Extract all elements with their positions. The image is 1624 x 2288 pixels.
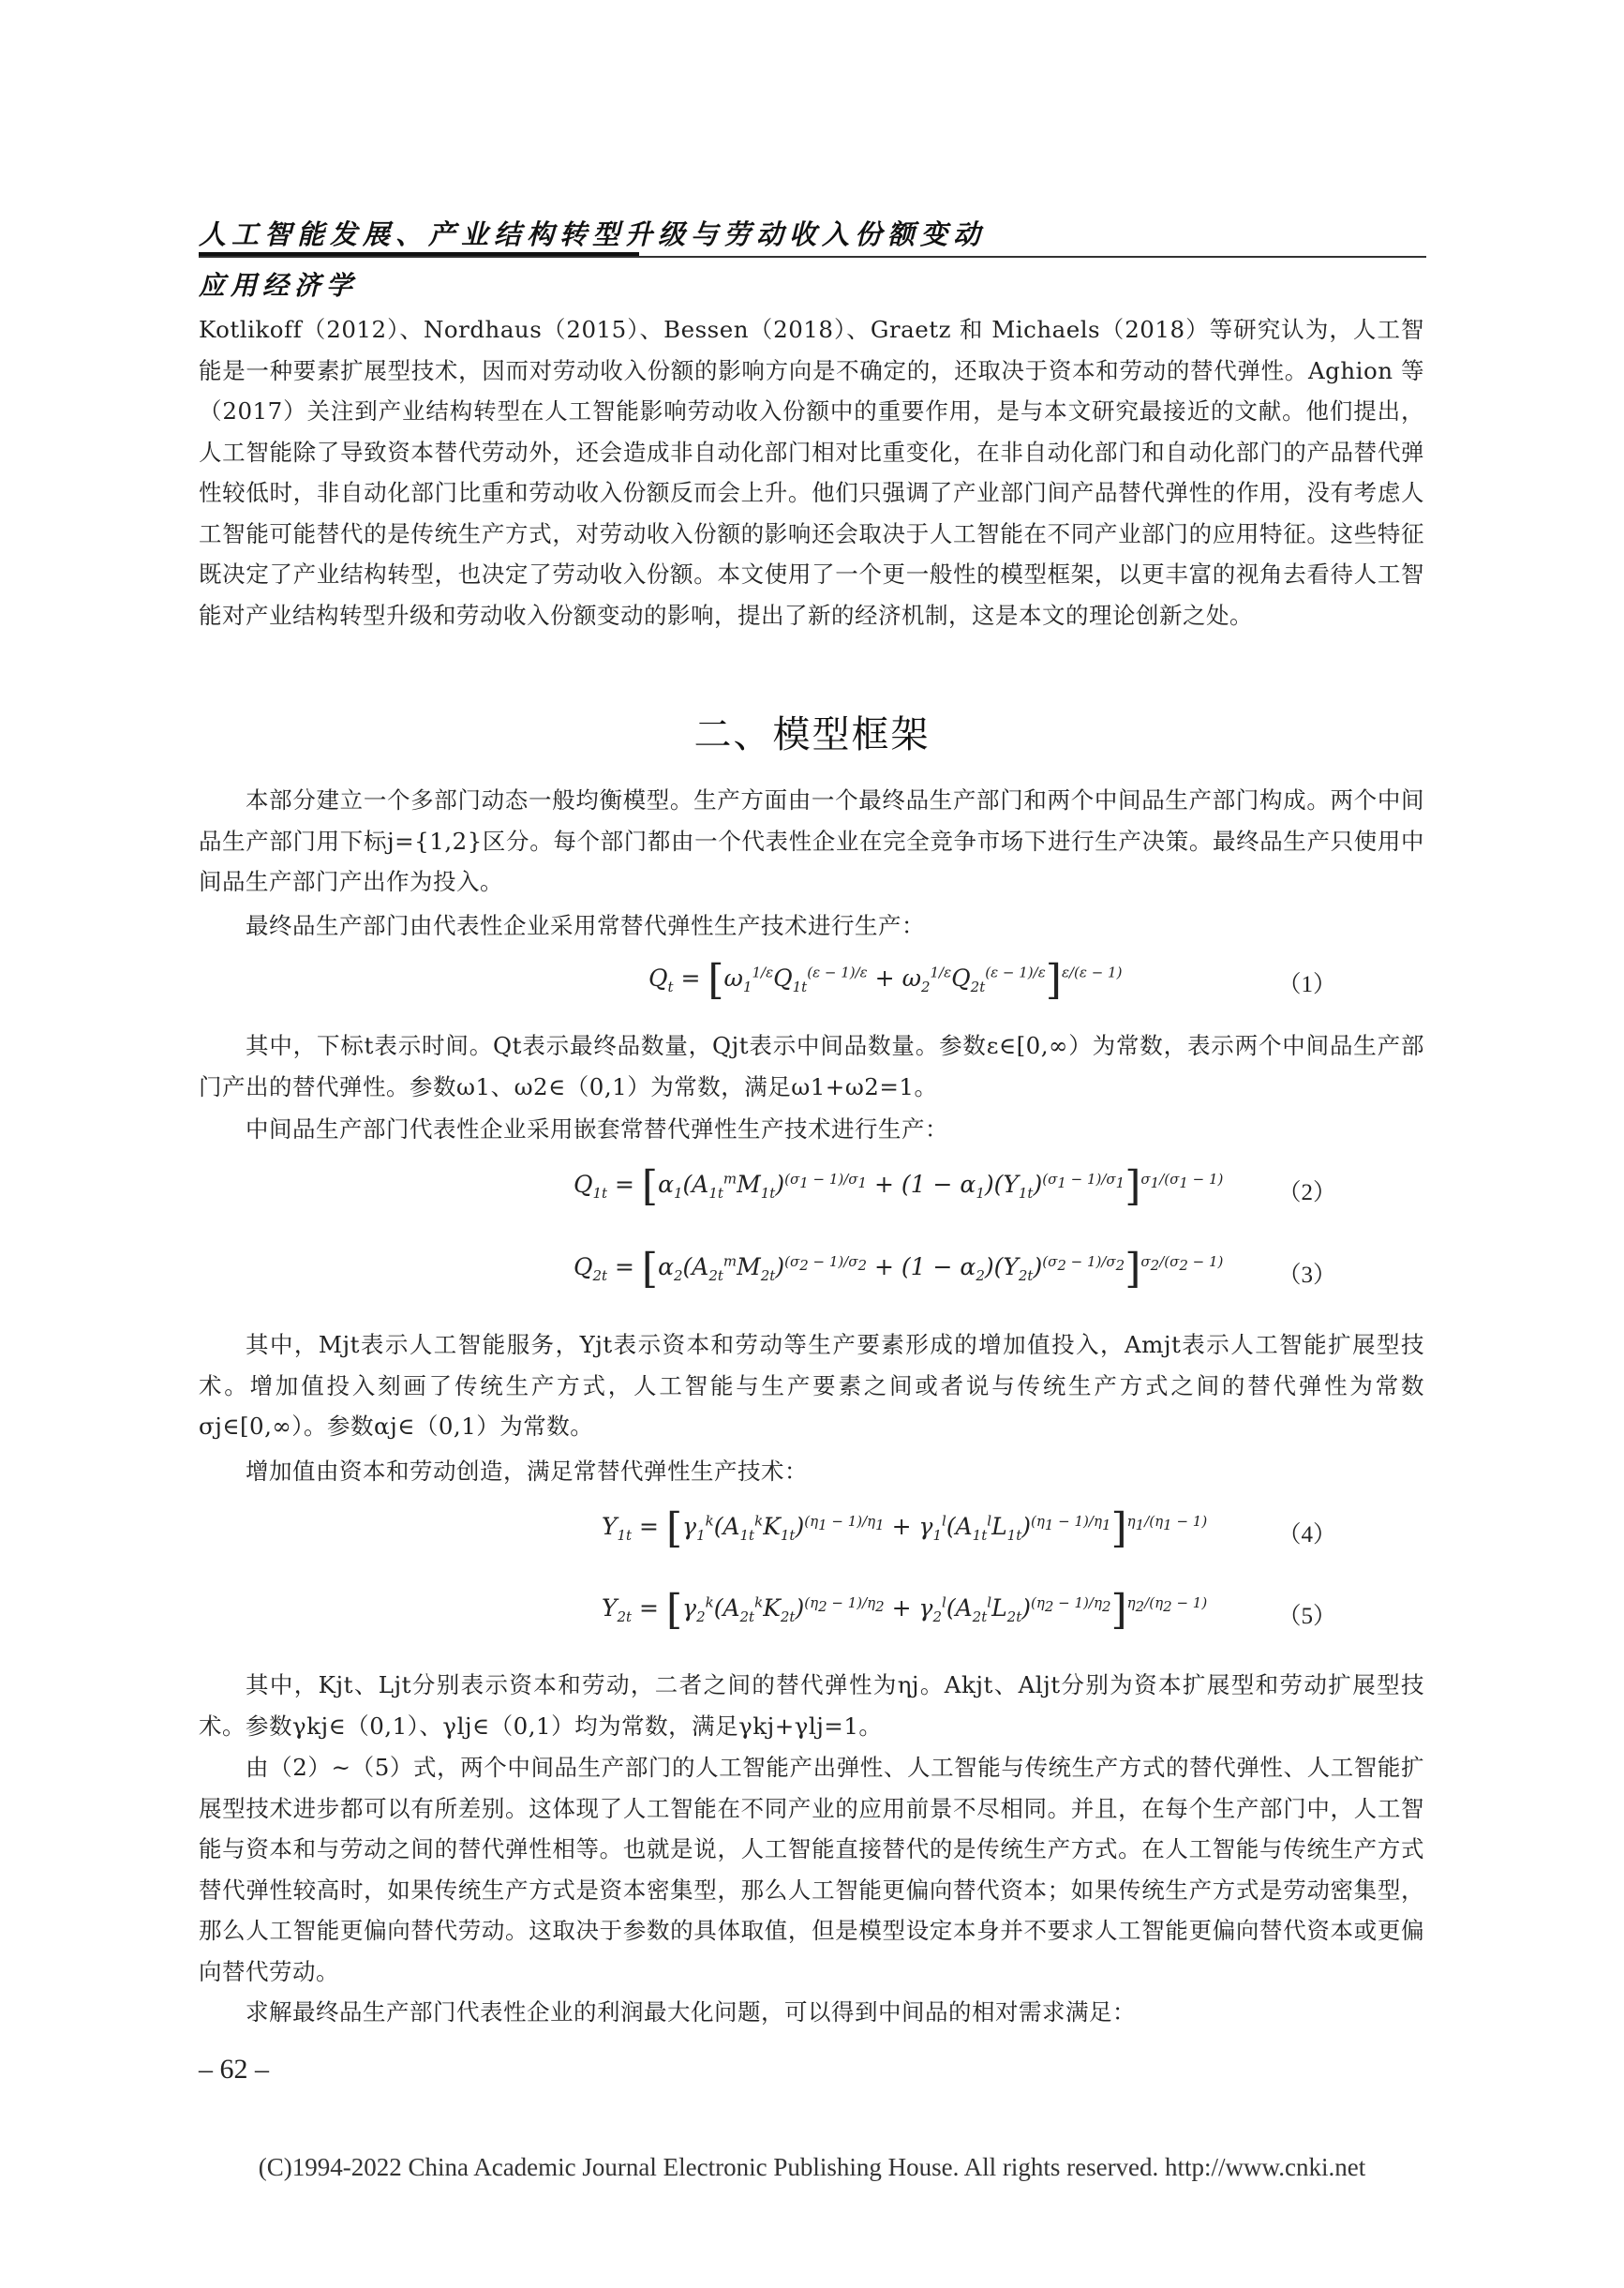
running-title: 人工智能发展、产业结构转型升级与劳动收入份额变动 — [199, 218, 987, 250]
paragraph-intermediate: 中间品生产部门代表性企业采用嵌套常替代弹性生产技术进行生产： — [246, 1115, 948, 1143]
equation-5-number: （5） — [1277, 1604, 1336, 1629]
equation-1-number: （1） — [1277, 972, 1336, 997]
equation-4-number: （4） — [1277, 1522, 1336, 1548]
journal-name: 应用经济学 — [199, 270, 359, 301]
equation-1: $Q_t = [\omega_1^{1/\varepsilon}Q_{1t}^{(\varepsilon - 1)/\varepsilon} + \omega_2^{1/\varepsilon}Q_{2t}^{(\varepsilon - 1)/\varepsilon}]^{\varepsilon/(\varepsilon - 1)}$ （1） — [648, 956, 1336, 1004]
paragraph-model-intro: 本部分建立一个多部门动态一般均衡模型。生产方面由一个最终品生产部门和两个中间品生产部门构成。两个中间品生产部门用下标j={1,2}区分。每个部门都由一个代表性企业在完全竞争市场下进行生产决策。最终品生产只使用中间品生产部门产出作为投入。 — [199, 786, 1424, 895]
paragraph-relative-demand: 求解最终品生产部门代表性企业的利润最大化问题，可以得到中间品的相对需求满足： — [246, 1998, 1136, 2026]
paragraph-value-added: 增加值由资本和劳动创造，满足常替代弹性生产技术： — [246, 1458, 808, 1485]
equation-5: $Y_{2t} = [\gamma_2^k(A_{2t}^kK_{2t})^{(\eta_2 - 1)/\eta_2} + \gamma_2^l(A_{2t}^lL_{2t})^{(\eta_2 - 1)/\eta_2}]^{\eta_2/(\eta_2 - 1)}$ （5） — [602, 1586, 1336, 1634]
paragraph-value-added-notation: 其中，Kjt、Ljt分别表示资本和劳动，二者之间的替代弹性为ηj。Akjt、Aljt分别为资本扩展型和劳动扩展型技术。参数γkj∈（0,1）、γlj∈（0,1）均为常数，满足γkj+γlj=1。 — [199, 1671, 1424, 1740]
paragraph-literature: Kotlikoff（2012）、Nordhaus（2015）、Bessen（2018）、Graetz 和 Michaels（2018）等研究认为，人工智能是一种要素扩展型技术，因而对劳动收入份额的影响方向是不确定的，还取决于资本和劳动的替代弹性。Aghion 等（2017）关注到产业结构转型在人工智能影响劳动收入份额中的重要作用，是与本文研究最接近的文献。他们提出，人工智能除了导致资本替代劳动外，还会造成非自动化部门相对比重变化，在非自动化部门和自动化部门的产品替代弹性较低时，非自动化部门比重和劳动收入份额反而会上升。他们只强调了产业部门间产品替代弹性的作用，没有考虑人工智能可能替代的是传统生产方式，对劳动收入份额的影响还会取决于人工智能在不同产业部门的应用特征。这些特征既决定了产业结构转型，也决定了劳动收入份额。本文使用了一个更一般性的模型框架，以更丰富的视角去看待人工智能对产业结构转型升级和劳动收入份额变动的影响，提出了新的经济机制，这是本文的理论创新之处。 — [199, 316, 1424, 629]
page-number: – 62 – — [199, 2054, 269, 2085]
equation-3: $Q_{2t} = [\alpha_2(A_{2t}^mM_{2t})^{(\sigma_2 - 1)/\sigma_2} + (1 - \alpha_2)(Y_{2t})^{(\sigma_2 - 1)/\sigma_2}]^{\sigma_2/(\sigma_2 - 1)}$ （3） — [574, 1245, 1336, 1293]
header-rule — [199, 256, 1426, 258]
paragraph-intermediate-notation: 其中，Mjt表示人工智能服务，Yjt表示资本和劳动等生产要素形成的增加值投入，Amjt表示人工智能扩展型技术。增加值投入刻画了传统生产方式，人工智能与生产要素之间或者说与传统生产方式之间的替代弹性为常数σj∈[0,∞）。参数αj∈（0,1）为常数。 — [199, 1331, 1424, 1440]
equation-4: $Y_{1t} = [\gamma_1^k(A_{1t}^kK_{1t})^{(\eta_1 - 1)/\eta_1} + \gamma_1^l(A_{1t}^lL_{1t})^{(\eta_1 - 1)/\eta_1}]^{\eta_1/(\eta_1 - 1)}$ （4） — [602, 1504, 1336, 1552]
paragraph-final-goods: 最终品生产部门由代表性企业采用常替代弹性生产技术进行生产： — [246, 912, 925, 939]
copyright-footer: (C)1994-2022 China Academic Journal Electronic Publishing House. All rights reserved. http://www.cnki.net — [258, 2153, 1366, 2181]
equation-3-number: （3） — [1277, 1263, 1336, 1288]
section-title: 二、模型框架 — [693, 713, 931, 756]
paragraph-discussion: 由（2）~（5）式，两个中间品生产部门的人工智能产出弹性、人工智能与传统生产方式的替代弹性、人工智能扩展型技术进步都可以有所差别。这体现了人工智能在不同产业的应用前景不尽相同。并且，在每个生产部门中，人工智能与资本和与劳动之间的替代弹性相等。也就是说，人工智能直接替代的是传统生产方式。在人工智能与传统生产方式替代弹性较高时，如果传统生产方式是资本密集型，那么人工智能更偏向替代资本；如果传统生产方式是劳动密集型，那么人工智能更偏向替代劳动。这取决于参数的具体取值，但是模型设定本身并不要求人工智能更偏向替代资本或更偏向替代劳动。 — [199, 1754, 1424, 1985]
equation-2-number: （2） — [1277, 1180, 1336, 1205]
paragraph-final-goods-notation: 其中，下标t表示时间。Qt表示最终品数量，Qjt表示中间品数量。参数ε∈[0,∞）为常数，表示两个中间品生产部门产出的替代弹性。参数ω1、ω2∈（0,1）为常数，满足ω1+ω2=1。 — [199, 1032, 1424, 1100]
equation-2: $Q_{1t} = [\alpha_1(A_{1t}^mM_{1t})^{(\sigma_1 - 1)/\sigma_1} + (1 - \alpha_1)(Y_{1t})^{(\sigma_1 - 1)/\sigma_1}]^{\sigma_1/(\sigma_1 - 1)}$ （2） — [574, 1162, 1336, 1210]
